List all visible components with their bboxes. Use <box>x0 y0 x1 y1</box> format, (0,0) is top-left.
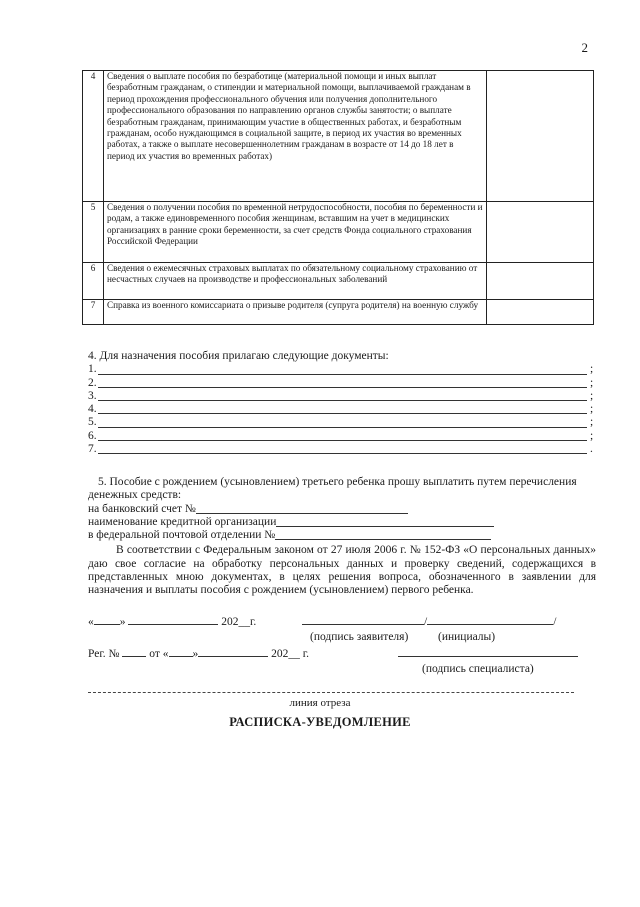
initials-caption: (инициалы) <box>438 631 496 643</box>
row-number: 5 <box>83 202 104 263</box>
post-office-label: в федеральной почтовой отделении № <box>88 529 276 542</box>
attached-documents-section <box>88 350 596 456</box>
row-mark-cell[interactable] <box>487 71 594 202</box>
month-field[interactable] <box>128 614 218 625</box>
bank-account-row <box>88 503 596 516</box>
signature-block <box>88 614 596 678</box>
reg-month-field[interactable] <box>198 646 268 657</box>
bank-account-field[interactable] <box>196 504 408 514</box>
table-row <box>83 71 594 202</box>
personal-data-consent: В соответствии с Федеральным законом от 27 июля 2006 г. № 152-ФЗ «О персональных данных» даю свое согласие на обработку персональных данных и проверку сведений, содержащихся в представленных мною документах, в целях решения вопроса, обозначенного в заявлении для назначения и выплаты пособия с рождением (усыновлением) первого ребенка. <box>88 544 596 597</box>
specialist-signature-field[interactable] <box>398 646 578 657</box>
row-mark-cell[interactable] <box>487 300 594 325</box>
credit-org-field[interactable] <box>276 517 494 527</box>
post-office-row <box>88 529 596 542</box>
table-row <box>83 202 594 263</box>
document-line[interactable]: 3. ; <box>88 389 594 402</box>
section-4-heading: 4. Для назначения пособия прилагаю следующие документы: <box>88 350 389 362</box>
row-description: Сведения о получении пособия по временной нетрудоспособности, пособия по беременности и родам, а также единовременного пособия женщинам, вставшим на учет в медицинских организациях в ранние сроки беременности, за счет средств Фонда социального страхования Российской Федерации <box>104 202 487 263</box>
document-field[interactable] <box>98 391 587 401</box>
reg-day-field[interactable] <box>169 646 193 657</box>
row-description: Сведения о выплате пособия по безработице (материальной помощи и иных выплат безработным гражданам, о стипендии и материальной помощи, выплачиваемой гражданам в период прохождения профессионального обучения или получения дополнительного профессионального образования по направлению органов службы занятости; о выплате безработным гражданам, принимающим участие в общественных работах, и безработным гражданам, особо нуждающимся в социальной защите, в период их участия во временных работах, а также о выплате несовершеннолетним гражданам в возрасте от 14 до 18 лет в период их участия во временных работах) <box>104 71 487 202</box>
applicant-signature-field[interactable] <box>302 614 424 625</box>
day-field[interactable] <box>94 614 120 625</box>
bank-account-label: на банковский счет № <box>88 502 196 515</box>
receipt-title: РАСПИСКА-УВЕДОМЛЕНИЕ <box>229 715 411 729</box>
cut-line-label: линия отреза <box>289 697 351 709</box>
registration-row: Рег. № от « » 202__ г. <box>88 646 596 662</box>
credit-org-row <box>88 516 596 529</box>
table-row <box>83 300 594 325</box>
initials-field[interactable] <box>427 614 553 625</box>
specialist-caption: (подпись специалиста) <box>422 663 534 675</box>
document-field[interactable] <box>98 404 587 414</box>
row-number: 4 <box>83 71 104 202</box>
row-number: 7 <box>83 300 104 325</box>
document-field[interactable] <box>98 365 587 375</box>
reg-year-label: 202__ г. <box>271 648 310 660</box>
document-line[interactable]: 7. . <box>88 443 593 456</box>
document-line[interactable]: 4. ; <box>88 403 594 416</box>
document-line[interactable]: 2. ; <box>88 376 594 389</box>
row-description: Справка из военного комиссариата о призыве родителя (супруга родителя) на военную службу <box>104 300 487 325</box>
row-description: Сведения о ежемесячных страховых выплатах по обязательному социальному страхованию от несчастных случаев на производстве и профессиональных заболеваний <box>104 263 487 300</box>
section-5-heading: 5. Пособие с рождением (усыновлением) третьего ребенка прошу выплатить путем перечисления денежных средств: <box>88 476 577 502</box>
document-line[interactable]: 6. ; <box>88 429 594 442</box>
document-line[interactable]: 5. ; <box>88 416 594 429</box>
signature-captions-row <box>88 630 596 646</box>
document-field[interactable] <box>98 444 587 454</box>
applicant-caption: (подпись заявителя) <box>310 631 409 643</box>
post-office-field[interactable] <box>275 530 491 540</box>
document-line[interactable]: 1. ; <box>88 363 594 376</box>
document-field[interactable] <box>98 418 587 428</box>
row-number: 6 <box>83 263 104 300</box>
specialist-caption-row <box>88 662 596 678</box>
row-mark-cell[interactable] <box>487 202 594 263</box>
page-number: 2 <box>581 40 588 55</box>
credit-org-label: наименование кредитной организации <box>88 515 277 528</box>
year-label: 202__г. <box>221 616 257 628</box>
cut-line <box>88 692 574 693</box>
reg-number-field[interactable] <box>122 646 146 657</box>
row-mark-cell[interactable] <box>487 263 594 300</box>
reg-label: Рег. № <box>88 648 120 660</box>
document-field[interactable] <box>98 431 587 441</box>
document-field[interactable] <box>98 378 587 388</box>
table-row <box>83 263 594 300</box>
payment-method-section <box>88 476 596 598</box>
documents-table <box>82 70 594 325</box>
applicant-signature-row: « » 202__г. / / <box>88 616 557 628</box>
